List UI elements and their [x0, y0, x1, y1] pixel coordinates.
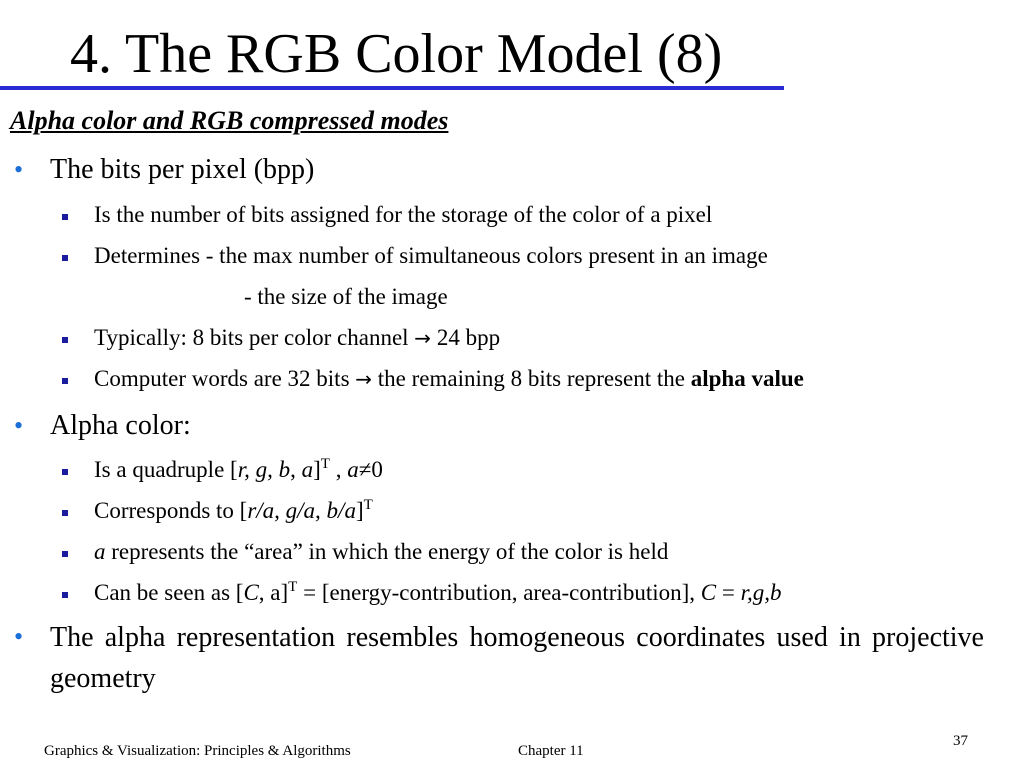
quad-close: ] [313, 457, 321, 482]
seen-rgb: r,g,b [740, 580, 782, 605]
square-bullet-icon [62, 551, 68, 557]
slide-title: 4. The RGB Color Model (8) [70, 23, 723, 85]
typically-text: Typically: 8 bits per color channel [94, 325, 415, 350]
subbullet-corresponds [94, 496, 373, 526]
page-number: 37 [953, 733, 968, 749]
subbullet-bpp-definition: Is the number of bits assigned for the storage of the color of a pixel [94, 202, 713, 227]
square-bullet-icon [62, 510, 68, 516]
area-rest: represents the “area” in which the energy of the color is held [105, 539, 669, 564]
right-arrow-icon: → [355, 367, 373, 391]
footer-chapter: Chapter 11 [518, 743, 584, 759]
quad-sep: , [290, 457, 302, 482]
subbullet-computer-words [94, 364, 804, 394]
bullet-dot-icon: • [14, 155, 24, 184]
quad-prefix: Is a quadruple [ [94, 457, 238, 482]
bullet-bpp: The bits per pixel (bpp) [50, 154, 315, 185]
seen-rest: = [energy-contribution, area-contribution], [297, 580, 701, 605]
words-rest: the remaining 8 bits represent the [372, 366, 691, 391]
quad-rgb: r, g, b [237, 457, 291, 482]
corr-close: ] [355, 498, 364, 523]
square-bullet-icon [62, 469, 68, 475]
corr-values: r/a, g/a, b/a [247, 498, 356, 523]
corr-transpose: T [363, 497, 373, 513]
quad-a: a [301, 457, 314, 482]
section-subtitle: Alpha color and RGB compressed modes [10, 106, 449, 135]
seen-prefix: Can be seen as [ [94, 580, 244, 605]
footer-book-title: Graphics & Visualization: Principles & Algorithms [44, 743, 351, 759]
square-bullet-icon [62, 337, 68, 343]
square-bullet-icon [62, 592, 68, 598]
title-underline-rule [0, 86, 784, 90]
corr-prefix: Corresponds to [ [94, 498, 248, 523]
bullet-resembles: The alpha representation resembles homogeneous coordinates used in projective geometry [50, 622, 984, 694]
quad-transpose: T [320, 456, 330, 472]
seen-eq: = [716, 580, 741, 605]
seen-c: C [243, 580, 259, 605]
seen-transpose: T [288, 579, 298, 595]
seen-mid: , a] [258, 580, 289, 605]
square-bullet-icon [62, 378, 68, 384]
subbullet-determines-continuation: - the size of the image [244, 284, 448, 309]
quad-a-cond: a [347, 457, 359, 482]
subbullet-typically [94, 323, 500, 353]
right-arrow-icon: → [414, 326, 432, 350]
alpha-value-term: alpha value [690, 366, 804, 391]
subbullet-area [94, 537, 668, 567]
bullet-dot-icon: • [14, 411, 24, 440]
typically-result: 24 bpp [431, 325, 501, 350]
words-text: Computer words are 32 bits [94, 366, 356, 391]
subbullet-seen-as [94, 578, 782, 608]
bullet-alpha-color: Alpha color: [50, 410, 191, 441]
seen-c2: C [700, 580, 717, 605]
quad-mid: , [329, 457, 348, 482]
square-bullet-icon [62, 255, 68, 261]
subbullet-determines: Determines - the max number of simultaneous colors present in an image [94, 243, 768, 268]
subbullet-quadruple [94, 455, 383, 485]
area-a: a [94, 539, 106, 564]
bullet-dot-icon: • [14, 622, 24, 651]
square-bullet-icon [62, 214, 68, 220]
quad-neq: ≠0 [358, 457, 383, 482]
